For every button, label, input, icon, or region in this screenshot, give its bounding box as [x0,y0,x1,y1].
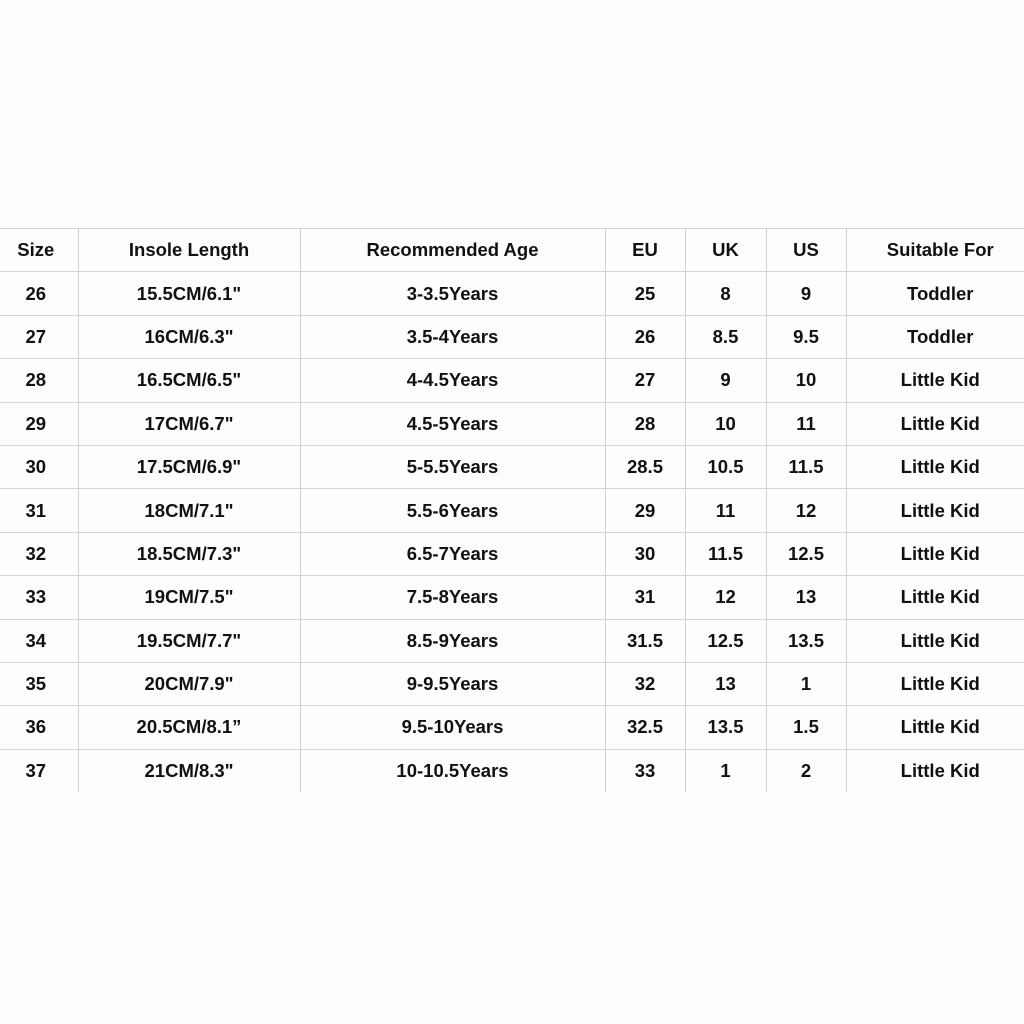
recommended-age-cell: 4-4.5Years [300,359,605,402]
recommended-age-cell: 3.5-4Years [300,315,605,358]
size-cell: 37 [0,749,78,792]
size-chart-table [0,228,1024,792]
eu-size-cell: 26 [605,315,685,358]
size-cell: 33 [0,576,78,619]
eu-size-cell: 27 [605,359,685,402]
eu-size-cell: 28.5 [605,445,685,488]
us-size-cell: 13 [766,576,846,619]
insole-length-cell: 16.5CM/6.5" [78,359,300,402]
recommended-age-cell: 3-3.5Years [300,272,605,315]
insole-length-cell: 17CM/6.7" [78,402,300,445]
suitable-for-cell: Toddler [846,315,1024,358]
size-cell: 31 [0,489,78,532]
recommended-age-cell: 8.5-9Years [300,619,605,662]
size-cell: 27 [0,315,78,358]
size-cell: 32 [0,532,78,575]
us-size-cell: 10 [766,359,846,402]
eu-size-cell: 31.5 [605,619,685,662]
uk-size-cell: 11.5 [685,532,766,575]
suitable-for-cell: Little Kid [846,706,1024,749]
suitable-for-cell: Little Kid [846,662,1024,705]
size-cell: 34 [0,619,78,662]
suitable-for-cell: Little Kid [846,619,1024,662]
size-cell: 28 [0,359,78,402]
uk-size-cell: 10.5 [685,445,766,488]
recommended-age-cell: 9-9.5Years [300,662,605,705]
table-row [0,489,1024,532]
eu-size-cell: 32.5 [605,706,685,749]
eu-size-cell: 29 [605,489,685,532]
header-eu: EU [605,229,685,272]
insole-length-cell: 19CM/7.5" [78,576,300,619]
suitable-for-cell: Toddler [846,272,1024,315]
uk-size-cell: 1 [685,749,766,792]
uk-size-cell: 11 [685,489,766,532]
recommended-age-cell: 9.5-10Years [300,706,605,749]
eu-size-cell: 28 [605,402,685,445]
insole-length-cell: 20CM/7.9" [78,662,300,705]
insole-length-cell: 20.5CM/8.1” [78,706,300,749]
suitable-for-cell: Little Kid [846,489,1024,532]
uk-size-cell: 8.5 [685,315,766,358]
eu-size-cell: 33 [605,749,685,792]
header-suitable-for: Suitable For [846,229,1024,272]
header-insole-length: Insole Length [78,229,300,272]
table-row [0,359,1024,402]
table-row [0,576,1024,619]
us-size-cell: 9 [766,272,846,315]
recommended-age-cell: 4.5-5Years [300,402,605,445]
recommended-age-cell: 7.5-8Years [300,576,605,619]
header-recommended-age: Recommended Age [300,229,605,272]
table-row [0,402,1024,445]
uk-size-cell: 12 [685,576,766,619]
size-cell: 35 [0,662,78,705]
size-chart-header [0,229,1024,272]
table-row [0,749,1024,792]
size-cell: 36 [0,706,78,749]
insole-length-cell: 18CM/7.1" [78,489,300,532]
suitable-for-cell: Little Kid [846,445,1024,488]
size-cell: 26 [0,272,78,315]
table-row [0,662,1024,705]
size-cell: 29 [0,402,78,445]
uk-size-cell: 8 [685,272,766,315]
insole-length-cell: 18.5CM/7.3" [78,532,300,575]
us-size-cell: 11.5 [766,445,846,488]
us-size-cell: 1 [766,662,846,705]
uk-size-cell: 9 [685,359,766,402]
recommended-age-cell: 6.5-7Years [300,532,605,575]
suitable-for-cell: Little Kid [900,759,980,781]
insole-length-cell: 17.5CM/6.9" [78,445,300,488]
recommended-age-cell: 5-5.5Years [300,445,605,488]
table-row [0,619,1024,662]
us-size-cell: 1.5 [766,706,846,749]
suitable-for-cell: Little Kid [846,359,1024,402]
uk-size-cell: 13 [685,662,766,705]
insole-length-cell: 19.5CM/7.7" [78,619,300,662]
insole-length-cell: 21CM/8.3" [78,749,300,792]
eu-size-cell: 30 [605,532,685,575]
insole-length-cell: 16CM/6.3" [78,315,300,358]
us-size-cell: 12 [766,489,846,532]
uk-size-cell: 12.5 [685,619,766,662]
header-size: Size [0,229,78,272]
table-row [0,706,1024,749]
size-chart-body [0,272,1024,792]
eu-size-cell: 25 [605,272,685,315]
uk-size-cell: 13.5 [685,706,766,749]
recommended-age-cell: 10-10.5Years [300,749,605,792]
header-us: US [766,229,846,272]
header-row [0,229,1024,272]
eu-size-cell: 31 [605,576,685,619]
table-row [0,532,1024,575]
insole-length-cell: 15.5CM/6.1" [78,272,300,315]
table-row [0,272,1024,315]
us-size-cell: 2 [766,749,846,792]
table-row [0,315,1024,358]
table-row [0,445,1024,488]
suitable-for-cell: Little Kid [846,532,1024,575]
us-size-cell: 11 [766,402,846,445]
eu-size-cell: 32 [605,662,685,705]
suitable-for-cell: Little Kid [846,402,1024,445]
us-size-cell: 13.5 [766,619,846,662]
uk-size-cell: 10 [685,402,766,445]
recommended-age-cell: 5.5-6Years [300,489,605,532]
size-cell: 30 [0,445,78,488]
us-size-cell: 9.5 [766,315,846,358]
suitable-for-cell: Little Kid [846,576,1024,619]
header-uk: UK [685,229,766,272]
us-size-cell: 12.5 [766,532,846,575]
